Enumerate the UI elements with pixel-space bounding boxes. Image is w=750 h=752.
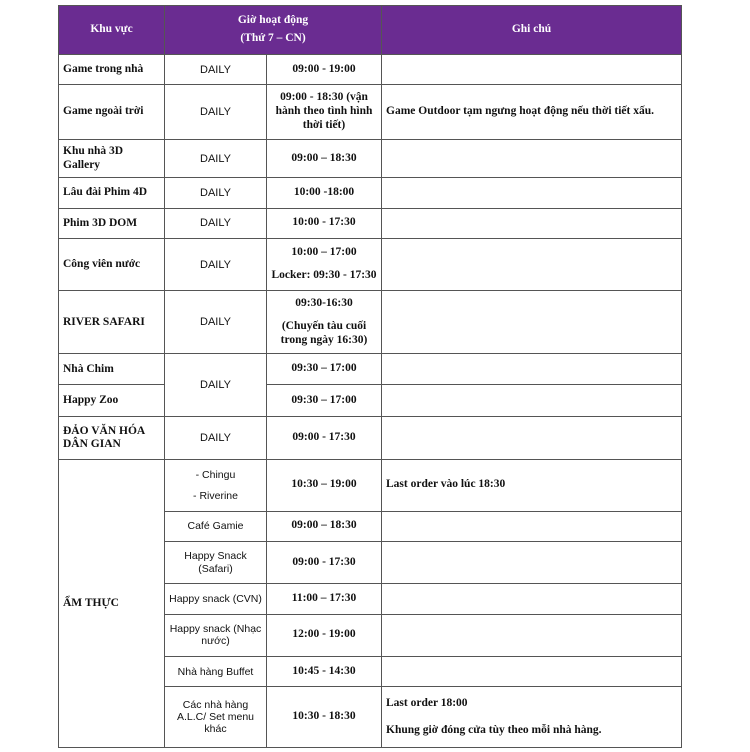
table-row xyxy=(59,416,682,459)
note-cell xyxy=(382,584,682,614)
note-cell xyxy=(382,416,682,459)
frequency-cell: DAILY xyxy=(165,85,267,140)
note-cell xyxy=(382,238,682,291)
hours-cell: 10:30 - 18:30 xyxy=(267,687,382,748)
note-cell xyxy=(382,541,682,583)
table-row xyxy=(59,291,682,354)
area-cell: Game trong nhà xyxy=(59,55,165,85)
table-row xyxy=(59,208,682,238)
table-row xyxy=(59,238,682,291)
area-cell: Công viên nước xyxy=(59,238,165,291)
note-cell xyxy=(382,139,682,177)
header-hours xyxy=(165,6,382,55)
food-item-name-line: - Chingu xyxy=(195,468,236,481)
note-cell xyxy=(382,511,682,541)
hours-cell: 10:00 - 17:30 xyxy=(267,208,382,238)
hours-cell: 09:00 - 19:00 xyxy=(267,55,382,85)
hours-cell: 09:00 - 17:30 xyxy=(267,416,382,459)
hours-cell: 10:45 - 14:30 xyxy=(267,656,382,686)
note-cell xyxy=(382,656,682,686)
area-cell: Happy Zoo xyxy=(59,385,165,416)
hours-line: (Chuyến tàu cuối trong ngày 16:30) xyxy=(280,319,368,346)
area-cell: Khu nhà 3D Gallery xyxy=(59,139,165,177)
area-cell: Nhà Chim xyxy=(59,353,165,384)
hours-line: 10:00 – 17:00 xyxy=(291,246,357,259)
food-area-cell: ẨM THỰC xyxy=(59,460,165,748)
frequency-cell: DAILY xyxy=(165,238,267,291)
note-cell: Game Outdoor tạm ngưng hoạt động nếu thời tiết xấu. xyxy=(382,85,682,140)
food-item-name: Happy Snack (Safari) xyxy=(165,541,267,583)
hours-cell: 10:00 -18:00 xyxy=(267,178,382,208)
food-item-name: Nhà hàng Buffet xyxy=(165,656,267,686)
table-header-row xyxy=(59,6,682,55)
table-row xyxy=(59,178,682,208)
table-row xyxy=(59,385,682,416)
note-cell xyxy=(382,385,682,416)
frequency-cell: DAILY xyxy=(165,416,267,459)
table-row xyxy=(59,85,682,140)
frequency-cell: DAILY xyxy=(165,55,267,85)
frequency-cell: DAILY xyxy=(165,208,267,238)
hours-cell: 11:00 – 17:30 xyxy=(267,584,382,614)
area-cell: ĐẢO VĂN HÓA DÂN GIAN xyxy=(59,416,165,459)
table-row xyxy=(59,55,682,85)
hours-cell: 09:30 – 17:00 xyxy=(267,353,382,384)
note-line: Khung giờ đóng cửa tùy theo mỗi nhà hàng. xyxy=(386,723,602,736)
frequency-cell: DAILY xyxy=(165,139,267,177)
header-notes: Ghi chú xyxy=(382,6,682,55)
frequency-cell: DAILY xyxy=(165,353,267,416)
food-item-name: Happy snack (Nhạc nước) xyxy=(165,614,267,656)
hours-line: Locker: 09:30 - 17:30 xyxy=(271,269,377,282)
hours-line: 09:30-16:30 xyxy=(295,296,353,309)
area-cell: Game ngoài trời xyxy=(59,85,165,140)
hours-cell: 09:00 - 17:30 xyxy=(267,541,382,583)
table-row xyxy=(59,139,682,177)
area-cell: Lâu đài Phim 4D xyxy=(59,178,165,208)
food-item-name-line: - Riverine xyxy=(193,489,238,502)
note-cell xyxy=(382,460,682,512)
food-item-name: Các nhà hàng A.L.C/ Set menu khác xyxy=(165,687,267,748)
hours-cell xyxy=(267,291,382,354)
header-hours-line1: Giờ hoạt động xyxy=(237,14,309,27)
note-cell xyxy=(382,178,682,208)
header-area: Khu vực xyxy=(59,6,165,55)
note-cell xyxy=(382,291,682,354)
hours-cell: 09:00 – 18:30 xyxy=(267,511,382,541)
note-cell xyxy=(382,55,682,85)
schedule-table xyxy=(58,5,682,748)
note-cell xyxy=(382,687,682,748)
note-cell xyxy=(382,353,682,384)
hours-cell: 10:30 – 19:00 xyxy=(267,460,382,512)
frequency-cell: DAILY xyxy=(165,291,267,354)
hours-cell: 09:00 - 18:30 (vận hành theo tình hình thời tiết) xyxy=(267,85,382,140)
note-cell xyxy=(382,614,682,656)
food-item-name: Happy snack (CVN) xyxy=(165,584,267,614)
hours-cell: 09:30 – 17:00 xyxy=(267,385,382,416)
food-item-name xyxy=(165,460,267,512)
hours-cell: 12:00 - 19:00 xyxy=(267,614,382,656)
table-row xyxy=(59,460,682,512)
header-hours-line2: (Thứ 7 – CN) xyxy=(240,32,306,44)
area-cell: RIVER SAFARI xyxy=(59,291,165,354)
hours-cell xyxy=(267,238,382,291)
note-line: Last order vào lúc 18:30 xyxy=(386,478,506,491)
frequency-cell: DAILY xyxy=(165,178,267,208)
note-cell xyxy=(382,208,682,238)
area-cell: Phim 3D DOM xyxy=(59,208,165,238)
note-line: Last order 18:00 xyxy=(386,696,468,709)
table-row xyxy=(59,353,682,384)
food-item-name: Café Gamie xyxy=(165,511,267,541)
hours-cell: 09:00 – 18:30 xyxy=(267,139,382,177)
